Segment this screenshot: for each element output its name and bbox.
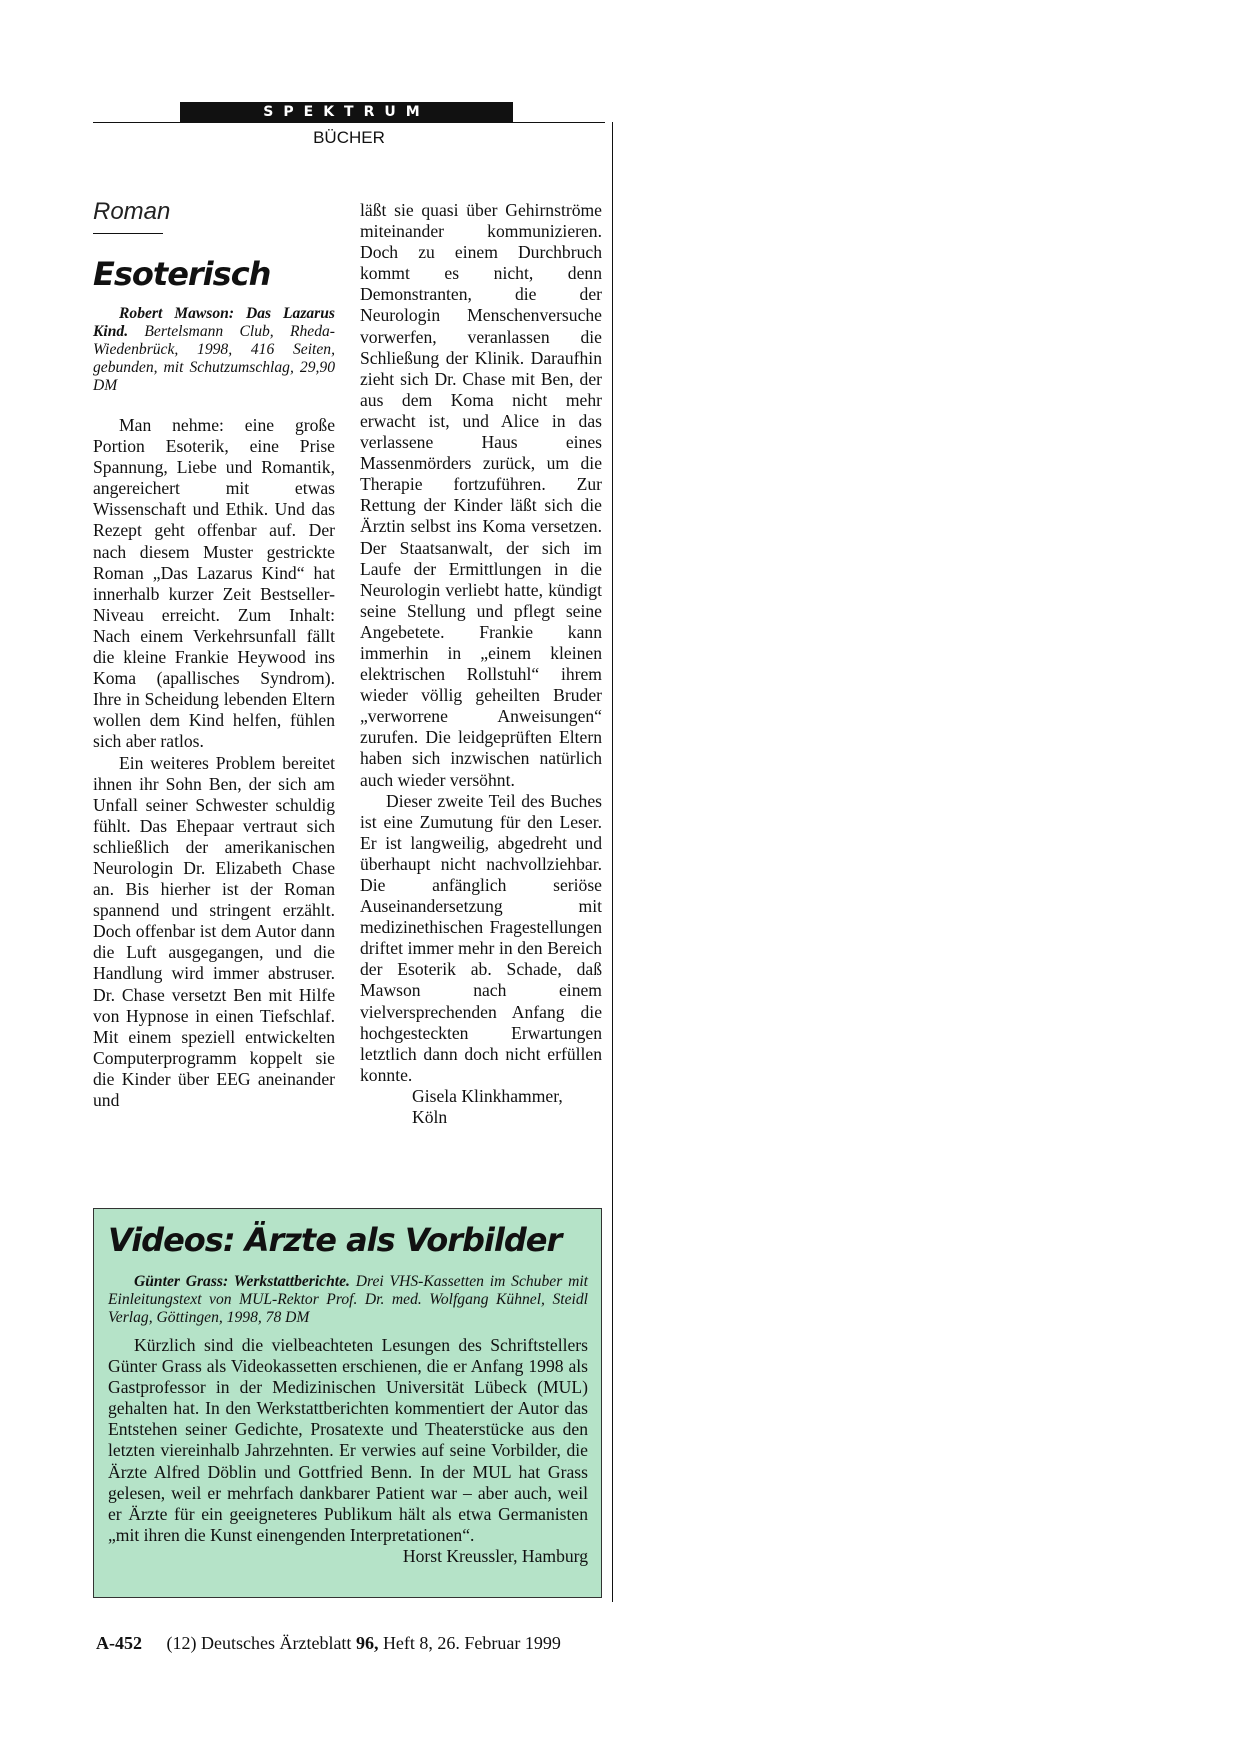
- column-rule: [612, 122, 613, 1602]
- author-city: Köln: [412, 1107, 448, 1128]
- page-number: A-452: [96, 1633, 142, 1653]
- page-footer: [96, 1633, 561, 1654]
- book-reference: [93, 305, 335, 395]
- paragraph: Dieser zweite Teil des Buches ist eine Zumutung für den Leser. Er ist langweilig, abgedreht und überhaupt nicht nachvollziehbar. Die anfänglich seriöse Auseinandersetzung mit medizinethischen Fragestellungen driftet immer mehr in den Bereich der Esoterik ab. Schade, daß Mawson nach einem vielversprechenden Anfang die hochgesteckten Erwartungen letztlich dann doch nicht erfüllen konnte.: [360, 790, 602, 1085]
- video-review-box: [93, 1208, 602, 1598]
- issue-date: Heft 8, 26. Februar 1999: [382, 1633, 561, 1653]
- journal-name: (12) Deutsches Ärzteblatt: [166, 1633, 352, 1653]
- video-headline: Videos: Ärzte als Vorbilder: [108, 1221, 562, 1259]
- article-kicker: Roman: [93, 198, 171, 225]
- paragraph: Man nehme: eine große Portion Esoterik, eine Prise Spannung, Liebe und Romantik, angereichert mit etwas Wissenschaft und Ethik. Und das Rezept geht offenbar auf. Der nach diesem Muster gestrickte Roman „Das Lazarus Kind“ hat innerhalb kurzer Zeit Bestseller-Niveau erreicht. Zum Inhalt: Nach einem Verkehrsunfall fällt die kleine Frankie Heywood ins Koma (apallisches Syndrom). Ihre in Scheidung lebenden Eltern wollen dem Kind helfen, fühlen sich aber ratlos.: [93, 415, 335, 752]
- author-name: Gisela Klinkhammer,: [412, 1085, 563, 1106]
- article-column-1: [93, 305, 335, 1111]
- video-reference: [108, 1273, 588, 1327]
- video-details: Drei VHS-Kassetten im Schuber mit Einleitungstext von MUL-Rektor Prof. Dr. med. Wolfgang Kühnel, Steidl Verlag, Göttingen, 1998, 78 DM: [108, 1273, 588, 1326]
- kicker-rule: [93, 233, 163, 234]
- journal-volume: 96,: [355, 1633, 379, 1653]
- section-label: SPEKTRUM: [180, 102, 513, 122]
- article-column-2: [360, 200, 602, 1128]
- paragraph: läßt sie quasi über Gehirnströme miteinander kommunizieren. Doch zu einem Durchbruch kommt es nicht, denn Demonstranten, die der Neurologin Menschenversuche vorwerfen, veranlassen die Schließung der Klinik. Daraufhin zieht sich Dr. Chase mit Ben, der aus dem Koma nicht mehr erwacht ist, und Alice in das verlassene Haus eines Massenmörders zurück, um die Therapie fortzuführen. Zur Rettung der Kinder läßt sich die Ärztin selbst ins Koma versetzen. Der Staatsanwalt, der sich im Laufe der Ermittlungen in die Neurologin verliebt hatte, kündigt seine Stellung und pflegt seine Angebetete. Frankie kann immerhin in „einem kleinen elektrischen Rollstuhl“ ihrem wieder völlig geheilten Bruder „verworrene Anweisungen“ zurufen. Die leidgeprüften Eltern haben sich inzwischen natürlich auch wieder versöhnt.: [360, 200, 602, 790]
- book-title: Robert Mawson: Das Lazarus Kind.: [93, 305, 335, 340]
- article-headline: Esoterisch: [93, 255, 271, 293]
- book-details: Bertelsmann Club, Rheda-Wiedenbrück, 1998, 416 Seiten, gebunden, mit Schutzumschlag, 29,90 DM: [93, 323, 336, 394]
- video-body: [108, 1335, 588, 1567]
- video-title: Günter Grass: Werkstattberichte.: [134, 1273, 350, 1290]
- video-author: Horst Kreussler, Hamburg: [402, 1545, 588, 1566]
- paragraph: Ein weiteres Problem bereitet ihnen ihr Sohn Ben, der sich am Unfall seiner Schwester schuldig fühlt. Das Ehepaar vertraut sich schließlich der amerikanischen Neurologin Dr. Elizabeth Chase an. Bis hierher ist der Roman spannend und stringent erzählt. Doch offenbar ist dem Autor dann die Luft ausgegangen, und die Handlung wird immer abstruser. Dr. Chase versetzt Ben mit Hilfe von Hypnose in einen Tiefschlaf. Mit einem speziell entwickelten Computerprogramm koppelt sie die Kinder über EEG aneinander und: [93, 752, 335, 1110]
- header-rule: [93, 122, 605, 123]
- subsection-label: BÜCHER: [313, 128, 385, 147]
- video-paragraph: Kürzlich sind die vielbeachteten Lesungen des Schriftstellers Günter Grass als Videokassetten erschienen, die er Anfang 1998 als Gastprofessor in der Medizinischen Universität Lübeck (MUL) gehalten hat. In den Werkstattberichten kommentiert der Autor das Entstehen seiner Gedichte, Prosatexte und Theaterstücke aus den letzten viereinhalb Jahrzehnten. Er verwies auf seine Vorbilder, die Ärzte Alfred Döblin und Gottfried Benn. In der MUL hat Grass gelesen, weil er mehrfach dankbarer Patient war – aber auch, weil er Ärzte für ein geeigneteres Publikum hält als etwa Germanisten „mit ihren die Kunst einengenden Interpretationen“.: [108, 1335, 588, 1545]
